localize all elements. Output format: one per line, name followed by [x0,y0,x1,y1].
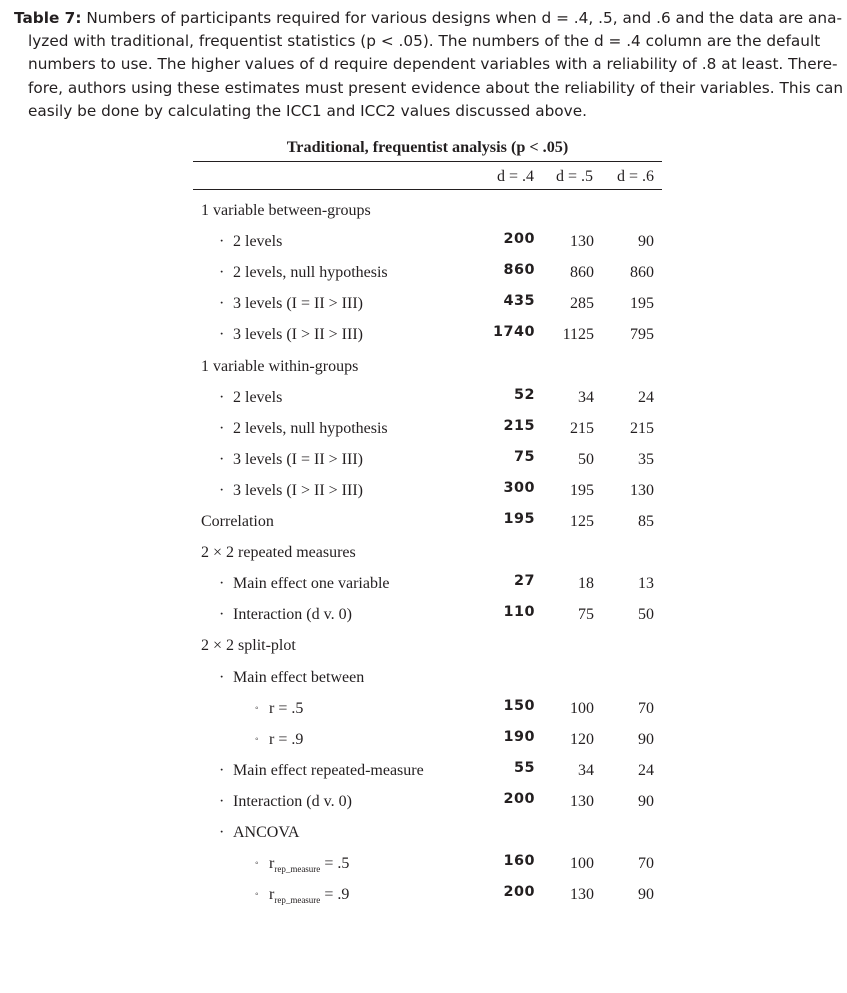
header-d5: d = .5 [555,168,593,185]
cell-d5: 285 [570,295,594,313]
cell-d4: 55 [513,759,535,776]
table-row [193,666,662,697]
table-caption [14,7,842,123]
bullet-icon: ◦ [255,889,259,901]
cell-d5: 130 [570,792,594,810]
table-row [193,199,662,230]
row-label [233,762,424,780]
table-row [193,386,662,417]
cell-d5: 34 [578,761,594,779]
bullet-icon: · [219,450,225,468]
row-label [201,544,356,562]
cell-d5: 18 [578,575,594,593]
cell-d6: 795 [630,326,654,344]
row-label-text: Main effect between [233,668,365,686]
row-label [233,824,299,842]
row-label [201,202,371,220]
row-label-text: 3 levels (I > II > III) [233,326,363,344]
row-label [201,358,358,376]
row-label [233,264,388,282]
bullet-icon: · [219,792,225,810]
table-row [193,852,662,883]
row-label-text: r [269,886,275,904]
row-label [233,482,363,500]
cell-d5: 130 [570,886,594,904]
bullet-icon: ◦ [255,733,259,745]
row-label-suffix: = .9 [320,886,350,904]
row-label-text: 3 levels (I > II > III) [233,481,363,499]
header-d4: d = .4 [496,168,534,185]
bullet-icon: · [219,326,225,344]
bullet-icon: · [219,606,225,624]
row-label-text: 2 × 2 split-plot [201,637,296,655]
row-label [233,451,363,469]
cell-d6: 90 [638,886,654,904]
row-label [233,669,364,687]
row-label-subscript: rep_measure [274,895,321,906]
cell-d6: 13 [638,575,654,593]
row-label-text: 3 levels (I = II > III) [233,295,363,313]
row-label-text: 2 levels, null hypothesis [233,264,388,282]
row-label-text: 1 variable within-groups [201,357,359,375]
table-row [193,261,662,292]
table-title: Traditional, frequentist analysis (p < .05) [193,136,662,162]
cell-d4: 75 [513,448,535,465]
cell-d6: 50 [638,606,654,624]
row-label-text: Main effect one variable [233,575,390,593]
row-label [233,295,363,313]
bullet-icon: · [219,575,225,593]
row-label-text: Interaction (d v. 0) [233,792,352,810]
bullet-icon: · [219,419,225,437]
cell-d6: 24 [638,761,654,779]
caption-line-3: numbers to use. The higher values of d require dependent variables with a reliability of .8 at least. There- [28,55,838,74]
table-row [193,728,662,759]
bullet-icon: ◦ [255,858,259,870]
row-label [233,606,352,624]
data-table [193,136,662,906]
table-row [193,323,662,354]
bullet-icon: · [219,264,225,282]
table-row [193,448,662,479]
cell-d6: 35 [638,450,654,468]
table-row [193,541,662,572]
cell-d5: 195 [570,481,594,499]
table-row [193,634,662,665]
cell-d4: 435 [503,293,535,310]
row-label-text: 2 levels, null hypothesis [233,419,388,437]
bullet-icon: · [219,388,225,406]
row-label-text: r = .9 [269,730,304,748]
caption-line-1 [14,7,842,30]
cell-d5: 130 [570,233,594,251]
bullet-icon: · [219,481,225,499]
cell-d5: 1125 [562,326,594,344]
cell-d5: 34 [578,388,594,406]
cell-d4: 150 [503,697,535,714]
cell-d5: 860 [570,264,594,282]
cell-d6: 90 [638,792,654,810]
row-label-text: 2 × 2 repeated measures [201,544,356,562]
row-label-subscript: rep_measure [274,864,321,875]
cell-d4: 195 [503,511,535,527]
cell-d6: 70 [638,699,654,717]
cell-d5: 50 [578,450,594,468]
row-label [269,886,349,904]
cell-d5: 215 [570,419,594,437]
row-label [269,700,303,718]
row-label-text: 2 levels [233,388,283,406]
table-row [193,479,662,510]
row-label-suffix: = .5 [320,855,350,873]
row-label [269,855,349,873]
caption-line-5: easily be done by calculating the ICC1 and ICC2 values discussed above. [28,101,587,120]
cell-d4: 860 [503,262,535,279]
row-label-text: r = .5 [269,699,304,717]
table-header-row [193,162,662,190]
row-label-text: Interaction (d v. 0) [233,606,352,624]
row-label [233,793,352,811]
cell-d4: 190 [503,728,535,745]
caption-label: Table 7: [14,9,82,27]
cell-d6: 195 [630,295,654,313]
table-row [193,759,662,790]
row-label [233,233,282,251]
cell-d5: 120 [570,730,594,748]
cell-d6: 130 [630,481,654,499]
cell-d4: 300 [503,479,535,496]
table-row [193,355,662,386]
row-label-text: Correlation [201,513,274,530]
row-label [233,420,388,438]
table-row [193,603,662,634]
row-label-text: 2 levels [233,233,283,251]
row-label-text: 1 variable between-groups [201,202,371,219]
cell-d5: 75 [578,606,594,624]
caption-text-1: Numbers of participants required for various designs when d = .4, .5, and .6 and the data are ana- [81,9,843,27]
table-row [193,230,662,261]
row-label [269,731,303,749]
cell-d4: 52 [513,386,535,403]
row-label-text: Main effect repeated-measure [233,761,424,779]
table-row [193,821,662,852]
cell-d4: 1740 [492,324,535,341]
row-label [233,575,390,593]
row-label [233,389,282,407]
table-row [193,790,662,821]
cell-d4: 200 [503,884,535,901]
table-row [193,292,662,323]
table-row [193,883,662,914]
caption-line-2: lyzed with traditional, frequentist statistics (p < .05). The numbers of the d = .4 column are the default [28,32,821,51]
cell-d5: 125 [570,513,594,530]
bullet-icon: · [219,668,225,686]
bullet-icon: · [219,761,225,779]
cell-d6: 215 [630,419,654,437]
cell-d5: 100 [570,699,594,717]
cell-d4: 215 [503,417,535,434]
cell-d4: 160 [503,853,535,870]
cell-d6: 85 [638,513,654,530]
bullet-icon: · [219,295,225,313]
cell-d4: 200 [503,231,535,248]
row-label-text: r [269,855,275,873]
cell-d6: 24 [638,388,654,406]
cell-d6: 70 [638,855,654,873]
row-label [201,513,274,531]
cell-d6: 90 [638,233,654,251]
caption-line-4: fore, authors using these estimates must present evidence about the reliability of their variables. This can [28,78,844,97]
row-label-text: 3 levels (I = II > III) [233,450,363,468]
cell-d6: 860 [630,264,654,282]
row-label-text: ANCOVA [233,824,300,841]
cell-d6: 90 [638,730,654,748]
table-row [193,417,662,448]
table-row [193,697,662,728]
cell-d4: 27 [513,573,535,590]
header-d6: d = .6 [616,168,654,185]
cell-d4: 200 [503,790,535,807]
table-row [193,510,662,541]
bullet-icon: · [219,233,225,251]
cell-d4: 110 [503,604,535,621]
cell-d5: 100 [570,855,594,873]
row-label [201,637,296,655]
table-row [193,572,662,603]
bullet-icon: · [219,824,225,841]
bullet-icon: ◦ [255,702,259,714]
row-label [233,326,363,344]
